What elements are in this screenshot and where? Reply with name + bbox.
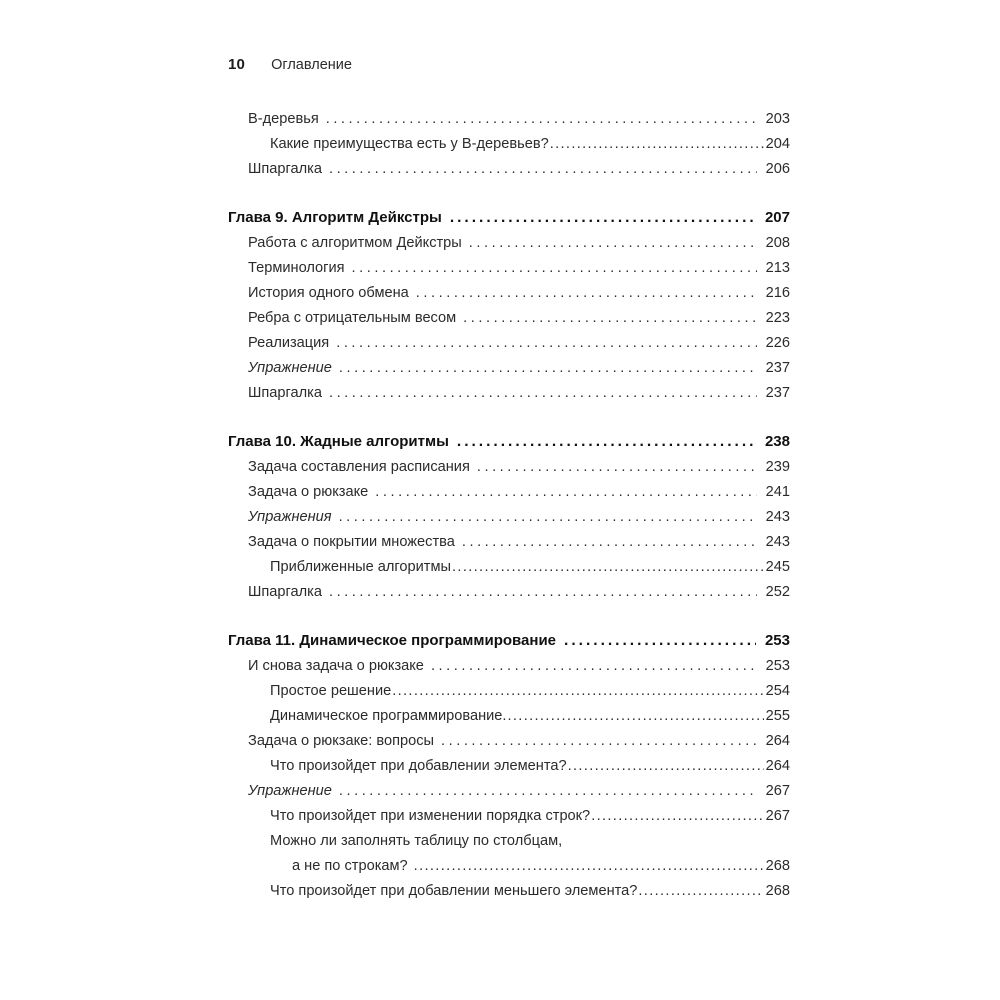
running-head [228,56,352,73]
toc-entry-page-number: 237 [765,360,790,376]
toc-entry-page-number: 255 [765,708,790,724]
toc-entry[interactable] [228,729,790,754]
toc-entry-page-number: 238 [764,433,790,450]
toc-entry-page-number: 267 [765,808,790,824]
dot-leader [329,157,757,182]
toc-entry-label: Задача о рюкзаке [248,484,369,500]
toc-entry[interactable] [228,455,790,480]
toc-entry-page-number: 268 [765,858,790,874]
toc-entry-page-number: 206 [765,161,790,177]
toc-entry-label: Глава 11. Динамическое программирование [228,632,557,649]
dot-leader [463,306,757,331]
dot-leader [339,505,757,530]
toc-entry-page-number: 243 [765,534,790,550]
dot-leader [638,879,764,904]
dot-leader [336,331,757,356]
toc-entry[interactable] [228,555,790,580]
toc-entry-page-number: 226 [765,335,790,351]
toc-entry-label: Задача о покрытии множества [248,534,455,550]
toc-entry-label: Задача составления расписания [248,459,470,475]
toc-entry-label: Упражнения [248,509,332,525]
toc-entry-page-number: 252 [765,584,790,600]
toc-entry[interactable] [228,331,790,356]
toc-entry[interactable] [228,704,790,729]
toc-entry-label: Можно ли заполнять таблицу по столбцам, [270,833,563,849]
toc-chapter-entry[interactable] [228,205,790,231]
toc-entry-page-number: 254 [765,683,790,699]
toc-entry-label-line2: а не по строкам? [292,858,408,874]
toc-entry-label: История одного обмена [248,285,409,301]
dot-leader [564,628,756,654]
toc-entry[interactable] [228,779,790,804]
toc-entry-continuation [270,854,790,879]
dot-leader [431,654,757,679]
toc-entry[interactable] [228,829,790,879]
toc-entry-page-number: 241 [765,484,790,500]
toc-entry-label: Задача о рюкзаке: вопросы [248,733,435,749]
toc-entry-label: Глава 10. Жадные алгоритмы [228,433,449,450]
dot-leader [477,455,757,480]
toc-entry-label: Приближенные алгоритмы [270,559,452,575]
toc-entry-label: Динамическое программирование. [270,708,507,724]
page-folio-number: 10 [228,56,246,73]
toc-entry-label: Шпаргалка [248,161,322,177]
toc-entry[interactable] [228,505,790,530]
dot-leader [392,679,764,704]
toc-entry-page-number: 223 [765,310,790,326]
toc-entry-label: Какие преимущества есть у B-деревьев? [270,136,549,152]
toc-entry-page-number: 239 [765,459,790,475]
toc-entry-page-number: 237 [765,385,790,401]
toc-entry-page-number: 253 [764,632,790,649]
toc-entry[interactable] [228,754,790,779]
toc-entry[interactable] [228,530,790,555]
toc-entry[interactable] [228,306,790,331]
toc-chapter-entry[interactable] [228,628,790,654]
toc-entry[interactable] [228,654,790,679]
toc-entry[interactable] [228,157,790,182]
toc-entry[interactable] [228,107,790,132]
dot-leader [375,480,757,505]
toc-entry[interactable] [228,879,790,904]
toc-entry-page-number: 243 [765,509,790,525]
toc-entry-page-number: 204 [765,136,790,152]
table-of-contents-list [228,107,790,904]
dot-leader [507,704,764,729]
toc-entry-label: Работа с алгоритмом Дейкстры [248,235,462,251]
dot-leader [469,231,757,256]
dot-leader [326,107,757,132]
toc-entry-page-number: 264 [765,758,790,774]
toc-entry-label: Простое решение [270,683,392,699]
dot-leader [352,256,757,281]
dot-leader [414,854,764,879]
toc-entry-page-number: 267 [765,783,790,799]
toc-entry[interactable] [228,231,790,256]
toc-entry-page-number: 216 [765,285,790,301]
toc-entry-page-number: 264 [765,733,790,749]
dot-leader [452,555,764,580]
toc-entry-label: Терминология [248,260,345,276]
toc-entry-label: Что произойдет при добавлении меньшего элемента? [270,883,638,899]
page-title: Оглавление [271,57,352,73]
toc-entry-page-number: 207 [764,209,790,226]
toc-entry-label: Реализация [248,335,330,351]
dot-leader [591,804,764,829]
toc-entry[interactable] [228,132,790,157]
toc-entry-page-number: 268 [765,883,790,899]
toc-entry-label: B-деревья [248,111,319,127]
toc-entry-label: Что произойдет при изменении порядка строк? [270,808,591,824]
dot-leader [339,779,757,804]
toc-entry[interactable] [228,804,790,829]
dot-leader [462,530,757,555]
toc-entry-page-number: 213 [765,260,790,276]
toc-entry-label: И снова задача о рюкзаке [248,658,424,674]
toc-entry[interactable] [228,679,790,704]
toc-entry-label: Шпаргалка [248,584,322,600]
dot-leader [339,356,757,381]
dot-leader [329,381,757,406]
dot-leader [441,729,757,754]
dot-leader [416,281,757,306]
toc-entry-label: Глава 9. Алгоритм Дейкстры [228,209,442,226]
toc-entry[interactable] [228,381,790,406]
dot-leader [329,580,757,605]
toc-entry-page-number: 253 [765,658,790,674]
toc-entry[interactable] [228,281,790,306]
toc-entry-page-number: 208 [765,235,790,251]
toc-entry-label: Ребра с отрицательным весом [248,310,457,326]
dot-leader [568,754,764,779]
dot-leader [450,205,756,231]
toc-entry-label: Упражнение [248,360,332,376]
toc-entry-page-number: 203 [765,111,790,127]
dot-leader [457,429,756,455]
toc-entry[interactable] [228,356,790,381]
toc-chapter-entry[interactable] [228,429,790,455]
toc-entry[interactable] [228,256,790,281]
toc-entry-label: Шпаргалка [248,385,322,401]
toc-entry-label: Упражнение [248,783,332,799]
toc-entry-label: Что произойдет при добавлении элемента? [270,758,567,774]
toc-entry[interactable] [228,580,790,605]
toc-entry[interactable] [228,480,790,505]
toc-entry-page-number: 245 [765,559,790,575]
dot-leader [550,132,764,157]
